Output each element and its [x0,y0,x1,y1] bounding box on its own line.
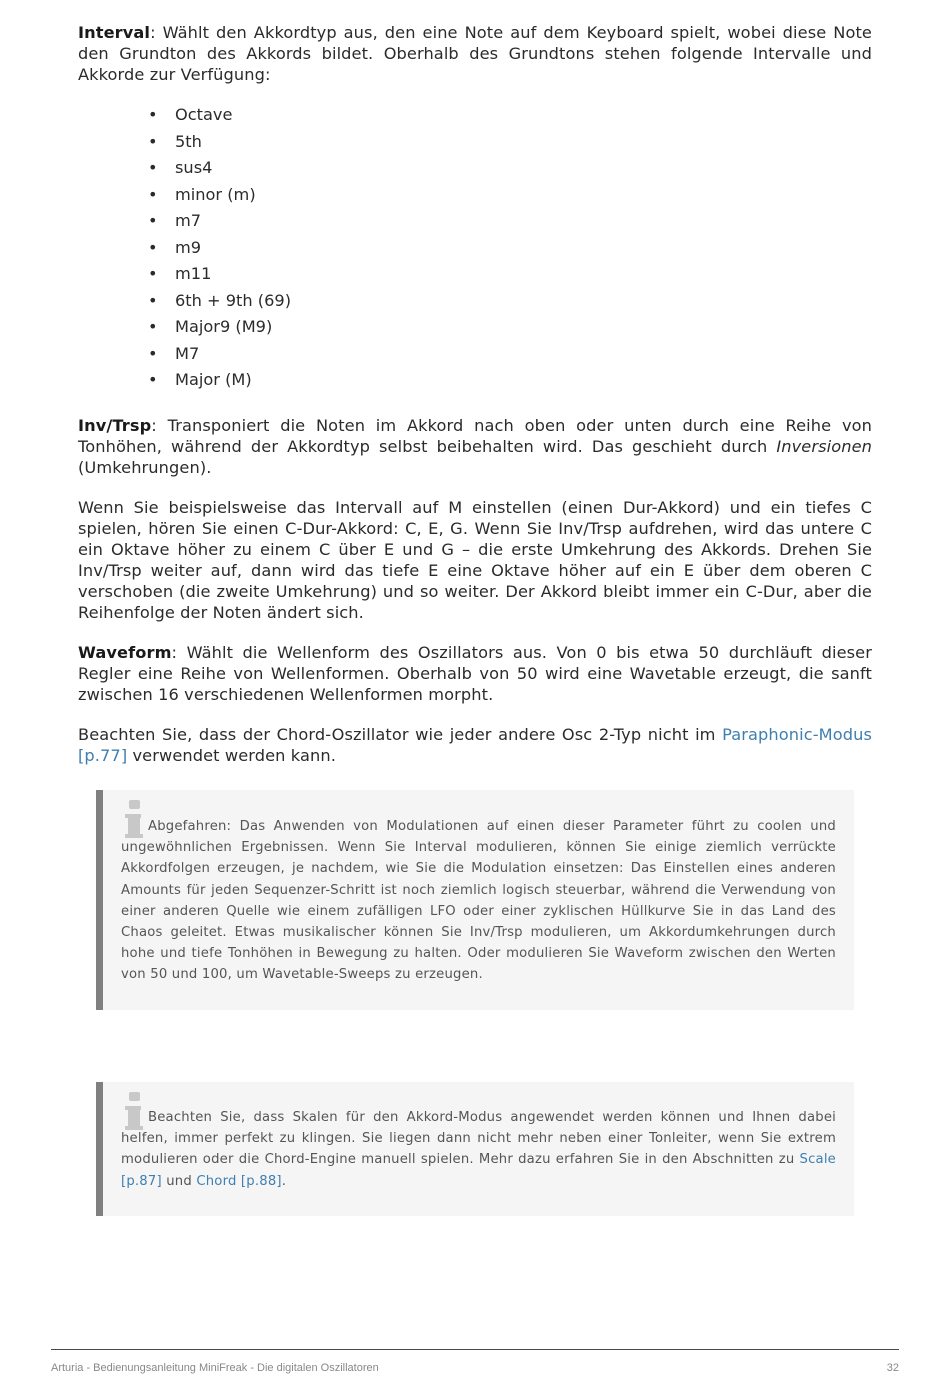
scale-note-middle: und [161,1173,197,1189]
list-item: • minor (m) [78,184,872,211]
scale-note-end: . [281,1173,287,1189]
list-item: • M7 [78,343,872,370]
list-item: • Octave [78,104,872,131]
list-item: • m7 [78,210,872,237]
paraphonic-paragraph [78,724,872,766]
list-item: • Major (M) [78,369,872,396]
tip-note-box [96,790,854,1010]
paraphonic-link[interactable]: Paraphonic-Modus [p.77] [78,724,872,765]
main-content [78,22,872,785]
list-item: • sus4 [78,157,872,184]
chord-type-list [78,104,872,396]
chord-link[interactable]: Chord [p.88] [196,1173,282,1189]
page-number: 32 [886,1362,899,1374]
paraphonic-text-end: verwendet werden kann. [127,745,336,765]
waveform-text: : Wählt die Wellenform des Oszillators aus. Von 0 bis etwa 50 durchläuft dieser Regler eine Reihe von Wellenformen. Oberhalb von 50 wird eine Wavetable erzeugt, die sanft zwischen 16 verschiedenen Wellenformen morpht. [78,642,872,704]
inv-trsp-term: Inv/Trsp [78,415,152,435]
interval-paragraph [78,22,872,85]
footer-title: Arturia - Bedienungsanleitung MiniFreak - Die digitalen Oszillatoren [51,1362,379,1374]
scale-note-text [121,1107,836,1192]
list-item: • Major9 (M9) [78,316,872,343]
inv-trsp-text: : Transponiert die Noten im Akkord nach oben oder unten durch eine Reihe von Tonhöhen, während der Akkordtyp selbst beibehalten wird. Das geschieht durch [78,415,872,456]
inv-trsp-paragraph [78,415,872,478]
footer-divider [51,1349,899,1350]
scale-link[interactable]: Scale [p.87] [121,1152,836,1189]
waveform-term: Waveform [78,642,172,662]
paraphonic-text: Beachten Sie, dass der Chord-Oszillator wie jeder andere Osc 2-Typ nicht im [78,724,723,744]
example-paragraph: Wenn Sie beispielsweise das Intervall auf M einstellen (einen Dur-Akkord) und ein tiefes C spielen, hören Sie einen C-Dur-Akkord: C, E, G. Wenn Sie Inv/Trsp aufdrehen, wird das untere C ein Oktave höher zu einem C über E und G – die erste Umkehrung des Akkords. Drehen Sie Inv/Trsp weiter auf, dann wird das tiefe E eine Oktave höher auf ein E über dem oberen C verschoben (die zweite Umkehrung) und so weiter. Der Akkord bleibt immer ein C-Dur, aber die Reihenfolge der Noten ändert sich. [78,497,872,622]
interval-text: : Wählt den Akkordtyp aus, den eine Note auf dem Keyboard spielt, wobei diese Note den Grundton des Akkords bildet. Oberhalb des Grundtons stehen folgende Intervalle und Akkorde zur Verfügung: [78,23,872,84]
list-item: • 5th [78,131,872,158]
scale-note-body: Beachten Sie, dass Skalen für den Akkord-Modus angewendet werden können und Ihnen dabei helfen, immer perfekt zu klingen. Sie liegen dann nicht mehr neben einer Tonleiter, wenn Sie extrem modulieren oder die Chord-Engine manuell spielen. Mehr dazu erfahren Sie in den Abschnitten zu [121,1110,836,1168]
interval-term: Interval [78,23,151,42]
scale-note-box [96,1082,854,1216]
inv-trsp-italic: Inversionen [776,436,872,456]
inv-trsp-text-end: (Umkehrungen). [78,457,212,477]
waveform-paragraph [78,642,872,705]
list-item: • 6th + 9th (69) [78,290,872,317]
list-item: • m9 [78,237,872,264]
list-item: • m11 [78,263,872,290]
tip-note-text: Abgefahren: Das Anwenden von Modulationen auf einen dieser Parameter führt zu coolen und ungewöhnlichen Ergebnissen. Wenn Sie Interval modulieren, können Sie einige ziemlich verrückte Akkordfolgen erzeugen, je nachdem, wie Sie die Modulation einsetzen: Das Einstellen eines anderen Amounts für jeden Sequenzer-Schritt ist noch ziemlich logisch steuerbar, während die Verwendung von einer anderen Quelle wie einem zufälligen LFO oder einer zyklischen Hüllkurve Sie in das Land des Chaos geleitet. Etwas musikalischer können Sie Inv/Trsp modulieren, um Akkordumkehrungen durch hohe und tiefe Tonhöhen in Bewegung zu halten. Oder modulieren Sie Waveform zwischen den Werten von 50 und 100, um Wavetable-Sweeps zu erzeugen. [121,819,836,983]
